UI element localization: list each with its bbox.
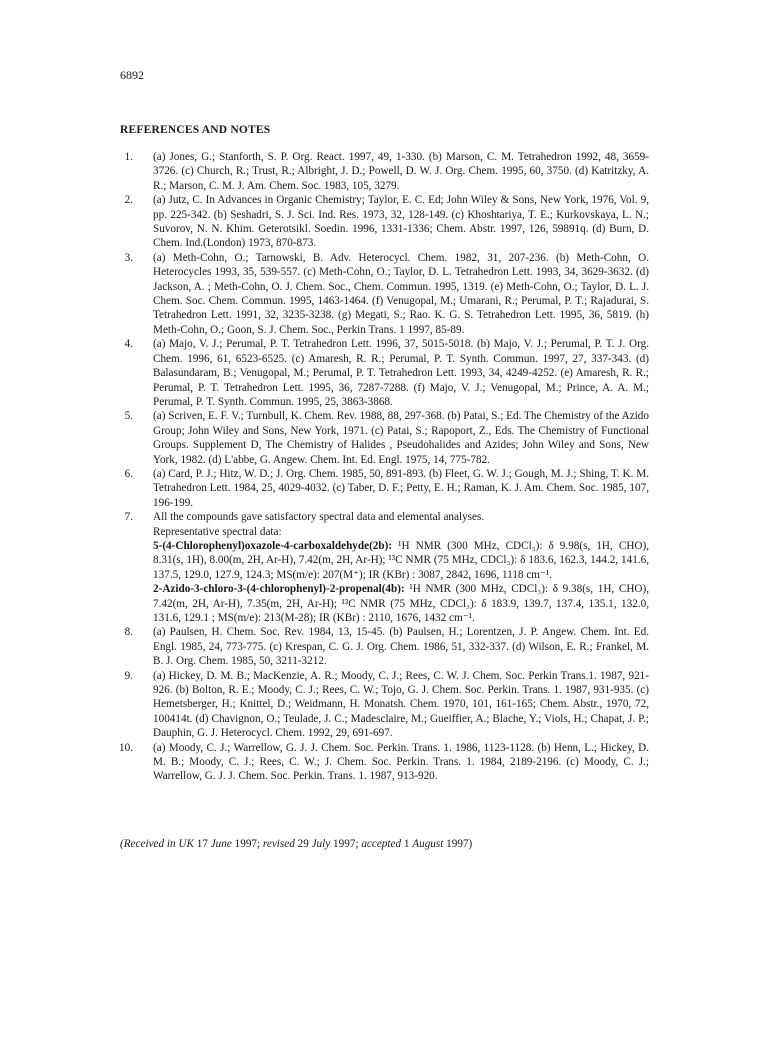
reference-item [119,409,649,467]
reference-text: (a) Jutz, C. In Advances in Organic Chemistry; Taylor, E. C. Ed; John Wiley & Sons, New York, 1976, Vol. 9, pp. 225-342. (b) Seshadri, S. J. Sci. Ind. Res. 1973, 32, 128-149. (c) Khoshtariya, T. E.; Kurkovskaya, L. N.; Suvorov, N. N. Khim. Geterotsikl. Soedin. 1996, 1331-1336; Chem. Abstr. 1997, 126, 59891q. (d) Burn, D. Chem. Ind.(London) 1973, 870-873. [153,194,649,250]
reference-text: (a) Hickey, D. M. B.; MacKenzie, A. R.; Moody, C. J.; Rees, C. W. J. Chem. Soc. Perkin Trans.1. 1987, 921-926. (b) Bolton, R. E.; Moody, C. J.; Rees, C. W.; Tojo, G. J. Chem. Soc. Perkin. Trans. 1. 1987, 931-935. (c) Hemetsberger, H.; Knittel, D.; Weidmann, H. Monatsh. Chem. 1970, 101, 161-165; Chem. Abstr., 1970, 72, 100414t. (d) Chavignon, O.; Teulade, J. C.; Madesclaire, M.; Gueiffier, A.; Blache, Y.; Viols, H.; Chapat, J. P.; Dauphin, G. J. Heterocycl. Chem. 1992, 29, 691-697. [153,669,649,740]
reference-item [119,510,649,524]
reference-item [119,150,649,193]
reference-number: 4. [124,338,133,351]
received-text: (Received in [120,838,179,850]
received-text: 1 [401,838,413,850]
reference-number: 5. [124,410,133,423]
reference-text: (a) Majo, V. J.; Perumal, P. T. Tetrahedron Lett. 1996, 37, 5015-5018. (b) Majo, V. J.; Perumal, P. T. J. Org. Chem. 1996, 61, 6523-6525. (c) Amaresh, R. R.; Perumal, P. T. Synth. Commun. 1997, 27, 337-343. (d) Balasundaram, B.; Venugopal, M.; Perumal, P. T. Tetrahedron Lett. 1993, 34, 4249-4252. (e) Amaresh, R. R.; Perumal, P. T. Tetrahedron Lett. 1995, 36, 7287-7288. (f) Majo, V. J.; Venugopal, M.; Prince, A. A. M.; Perumal, P. T. Synth. Commun. 1995, 25, 3863-3868. [153,338,649,408]
reference-number: 6. [124,467,133,480]
reference-text: (a) Paulsen, H. Chem. Soc. Rev. 1984, 13, 15-45. (b) Paulsen, H.; Lorentzen, J. P. Angew. Chem. Int. Ed. Engl. 1985, 24, 773-775. (c) Krespan, C. G. J. Org. Chem. 1986, 51, 332-337. (d) Wilson, E. R.; Frankel, M. B. J. Org. Chem. 1985, 50, 3211-3212. [153,626,649,668]
reference-number: 7. [124,511,133,524]
reference-number: 3. [124,251,133,264]
reference-text: (a) Scriven, E. F. V.; Turnbull, K. Chem. Rev. 1988, 88, 297-368. (b) Patai, S.; Ed. The Chemistry of the Azido Group; John Wiley and Sons, New York, 1971. (c) Patai, S.; Rapoport, Z., Eds. The Chemistry of Functional Groups. Supplement D, The Chemistry of Halides , Pseudohalides and Azides; John Wiley and Sons, New York, 1982. (d) L'abbe, G. Angew. Chem. Int. Ed. Engl. 1975, 14, 775-782. [153,410,649,466]
page-number: 6892 [120,68,144,82]
reference-number: 8. [124,626,133,639]
reference-number: 1. [124,151,133,163]
reference-item [119,251,649,337]
reference-item [119,669,649,741]
section-title: REFERENCES AND NOTES [120,124,271,136]
spectral-data-compound [119,582,649,625]
spectral-data-intro: Representative spectral data: [153,525,282,538]
received-text: 1997) [443,838,473,850]
compound-name: 2-Azido-3-chloro-3-(4-chlorophenyl)-2-propenal(4b): [153,583,405,596]
reference-text: (a) Meth-Cohn, O.; Tarnowski, B. Adv. Heterocycl. Chem. 1982, 31, 207-236. (b) Meth-Cohn, O. Heterocycles 1993, 35, 539-557. (c) Meth-Cohn, O.; Taylor, D. L. Tetrahedron Lett. 1993, 34, 3629-3632. (d) Jackson, A. ; Meth-Cohn, O. J. Chem. Soc., Chem. Commun. 1995, 1319. (e) Meth-Cohn, O.; Taylor, D. L. J. Chem. Soc. Chem. Commun. 1995, 1463-1464. (f) Venugopal, M.; Umarani, R.; Perumal, P. T.; Rajadurai, S. Tetrahedron Lett. 1991, 32, 3235-3238. (g) Megati, S.; Rao. K. G. S. Tetrahedron Lett. 1995, 36, 5819. (h) Meth-Cohn, O.; Goon, S. J. Chem. Soc., Perkin Trans. 1 1997, 85-89. [153,251,649,336]
received-text: June [210,838,232,850]
reference-item [119,467,649,510]
reference-number: 9. [124,669,133,682]
reference-text: (a) Moody, C. J.; Warrellow, G. J. J. Chem. Soc. Perkin. Trans. 1. 1986, 1123-1128. (b) Henn, L.; Hickey, D. M. B.; Moody, C. J.; Rees, C. W.; J. Chem. Soc. Perkin. Trans. 1. 1984, 2189-2196. (c) Moody, C. J.; Warrellow, G. J. J. Chem. Soc. Perkin. Trans. 1. 1987, 913-920. [153,741,649,783]
reference-text: All the compounds gave satisfactory spectral data and elemental analyses. [153,511,485,524]
compound-spectral-data: ¹H NMR (300 MHz, CDCl₃): δ 9.38(s, 1H, CHO), 7.42(m, 2H, Ar-H), 7.35(m, 2H, Ar-H); ¹³C NMR (75 MHz, CDCl₃): δ 183.9, 139.7, 137.4, 135.1, 132.0, 131.6, 129.1 ; MS(m/e): 213(M-28); IR (KBr) : 2110, 1676, 1432 cm⁻¹. [153,583,649,624]
compound-name: 5-(4-Chlorophenyl)oxazole-4-carboxaldehyde(2b): [153,539,393,552]
received-text: July [311,838,331,850]
received-text: accepted [361,838,402,850]
reference-item [119,193,649,251]
reference-number: 10. [119,741,133,754]
reference-list [119,150,649,784]
received-text: 29 [294,838,312,850]
compound-spectral-data: ¹H NMR (300 MHz, CDCl₃): δ 9.98(s, 1H, CHO), 8.31(s, 1H), 8.00(m, 2H, Ar-H), 7.42(m, 2H, Ar-H); ¹³C NMR (75 MHz, CDCl₃): δ 183.6, 162.3, 144.2, 141.6, 137.5, 129.0, 127.9, 124.3; MS(m/e): 207(M⁺); IR (KBr) : 3087, 2842, 1696, 1118 cm⁻¹. [153,539,649,581]
received-text: August [412,838,444,850]
received-dates [120,838,472,850]
received-text: revised [262,838,295,850]
reference-item [119,625,649,668]
reference-item [119,741,649,784]
reference-item [119,337,649,409]
spectral-data-compound [119,539,649,582]
received-text: 1997; [231,838,263,850]
received-text: UK [178,838,194,850]
reference-text: (a) Jones, G.; Stanforth, S. P. Org. React. 1997, 49, 1-330. (b) Marson, C. M. Tetrahedron 1992, 48, 3659-3726. (c) Church, R.; Trust, R.; Albright, J. D.; Powell, D. W. J. Org. Chem. 1995, 60, 3750. (d) Katritzky, A. R.; Marson, C. M. J. Am. Chem. Soc. 1983, 105, 3279. [153,151,649,192]
reference-number: 2. [124,194,133,207]
received-text: 17 [193,838,211,850]
received-text: 1997; [330,838,362,850]
reference-text: (a) Card, P. J.; Hitz, W. D.; J. Org. Chem. 1985, 50, 891-893. (b) Fleet, G. W. J.; Gough, M. J.; Shing, T. K. M. Tetrahedron Lett. 1984, 25, 4029-4032. (c) Taber, D. F.; Petty, E. H.; Raman, K. J. Am. Chem. Soc. 1985, 107, 196-199. [153,467,649,509]
